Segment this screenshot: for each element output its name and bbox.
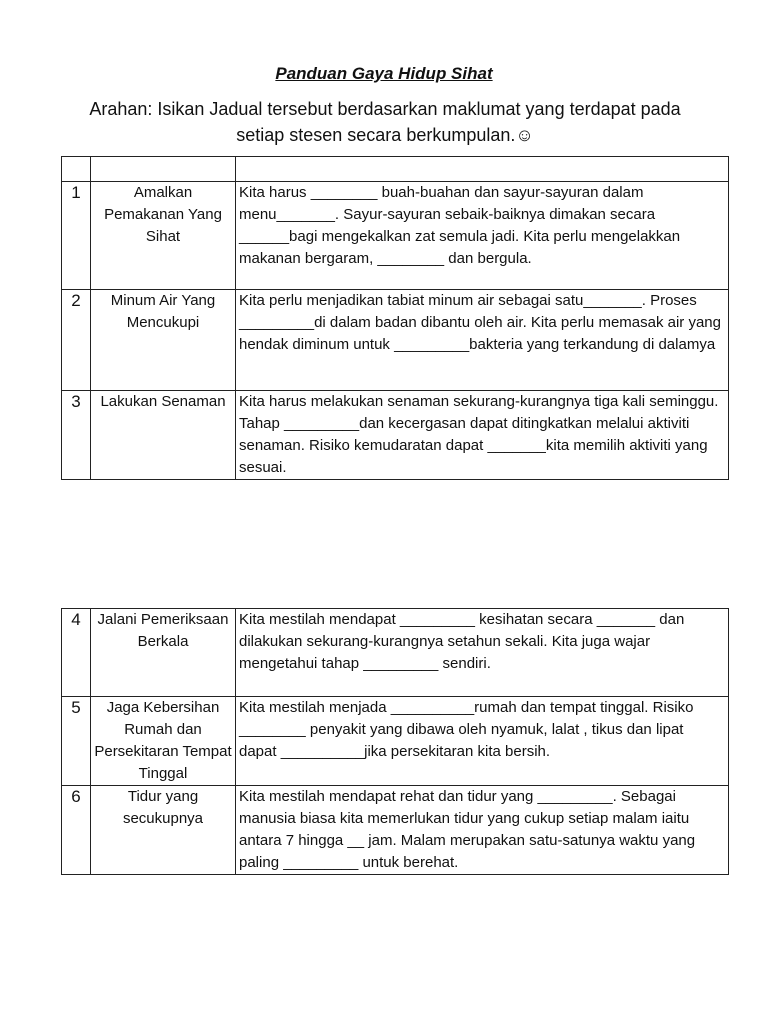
row-topic: Amalkan Pemakanan Yang Sihat xyxy=(91,182,236,290)
header-cell-description xyxy=(236,157,729,182)
page-title: Panduan Gaya Hidup Sihat xyxy=(275,64,493,83)
row-text: Kita harus ________ buah-buahan dan sayur-sayuran dalam menu_______. Sayur-sayuran sebaik-baiknya dimakan secara ______bagi mengekalkan zat semula jadi. Kita perlu mengelakkan makanan bergaram, ________ dan bergula. xyxy=(236,182,729,290)
table-header-row xyxy=(62,157,729,182)
worksheet-table-1 xyxy=(61,156,729,480)
row-number: 1 xyxy=(62,182,91,290)
instruction-line-2: setiap stesen secara berkumpulan.☺ xyxy=(236,125,534,145)
table-row xyxy=(62,290,729,391)
row-text: Kita harus melakukan senaman sekurang-kurangnya tiga kali seminggu. Tahap _________dan kecergasan dapat ditingkatkan melalui aktiviti senaman. Risiko kemudaratan dapat _______kita memilih aktiviti yang sesuai. xyxy=(236,391,729,480)
row-number: 2 xyxy=(62,290,91,391)
row-topic: Tidur yang secukupnya xyxy=(91,786,236,875)
row-number: 4 xyxy=(62,609,91,697)
row-text: Kita mestilah mendapat rehat dan tidur yang _________. Sebagai manusia biasa kita memerlukan tidur yang cukup setiap malam iaitu antara 7 hingga __ jam. Malam merupakan satu-satunya waktu yang paling _________ untuk berehat. xyxy=(236,786,729,875)
row-number: 5 xyxy=(62,697,91,786)
instructions xyxy=(60,96,710,148)
row-number: 3 xyxy=(62,391,91,480)
table-row xyxy=(62,609,729,697)
row-text: Kita perlu menjadikan tabiat minum air sebagai satu_______. Proses _________di dalam badan dibantu oleh air. Kita perlu memasak air yang hendak diminum untuk _________bakteria yang terkandung di dalamya xyxy=(236,290,729,391)
row-topic: Minum Air Yang Mencukupi xyxy=(91,290,236,391)
instruction-line-1: Arahan: Isikan Jadual tersebut berdasarkan maklumat yang terdapat pada xyxy=(89,99,681,119)
header-cell-topic xyxy=(91,157,236,182)
worksheet-table-2 xyxy=(61,608,729,875)
row-topic: Jaga Kebersihan Rumah dan Persekitaran Tempat Tinggal xyxy=(91,697,236,786)
row-topic: Jalani Pemeriksaan Berkala xyxy=(91,609,236,697)
table-row xyxy=(62,182,729,290)
table-row xyxy=(62,786,729,875)
table-row xyxy=(62,391,729,480)
row-text: Kita mestilah menjada __________rumah dan tempat tinggal. Risiko ________ penyakit yang dibawa oleh nyamuk, lalat , tikus dan lipat dapat __________jika persekitaran kita bersih. xyxy=(236,697,729,786)
row-text: Kita mestilah mendapat _________ kesihatan secara _______ dan dilakukan sekurang-kurangnya setahun sekali. Kita juga wajar mengetahui tahap _________ sendiri. xyxy=(236,609,729,697)
table-row xyxy=(62,697,729,786)
header-cell-number xyxy=(62,157,91,182)
row-topic: Lakukan Senaman xyxy=(91,391,236,480)
row-number: 6 xyxy=(62,786,91,875)
